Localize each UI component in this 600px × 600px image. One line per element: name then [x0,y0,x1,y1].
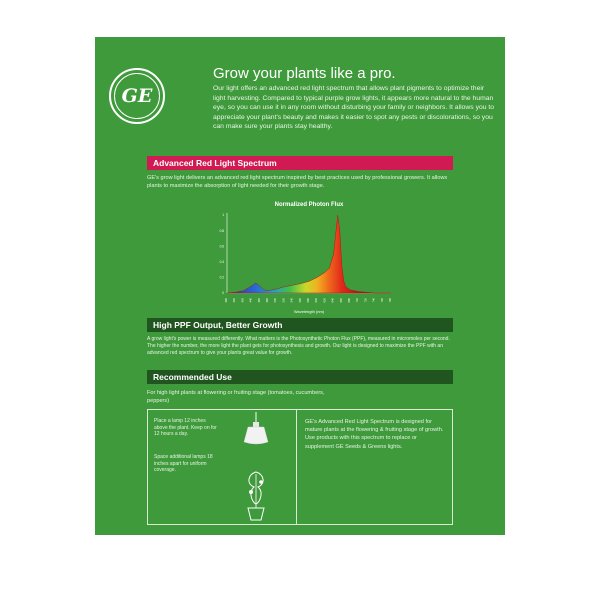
ge-logo [109,68,165,124]
usage-illustration-box [147,409,297,525]
x-tick-label: 540 [290,298,294,303]
x-tick-label: 560 [298,298,302,303]
spectrum-area [227,215,391,293]
x-tick-label: 440 [249,298,253,303]
x-tick-label: 660 [339,298,343,303]
x-tick-label: 720 [364,298,368,303]
x-tick-label: 500 [274,298,278,303]
lamp-bulb-icon [244,427,268,444]
placement-text: Place a lamp 12 inches above the plant. Keep on for 12 hours a day. [154,418,217,438]
x-tick-label: 740 [372,298,376,303]
tomato-icon [259,480,263,484]
headline: Grow your plants like a pro. [213,65,396,82]
x-tick-label: 460 [257,298,261,303]
y-tick-label: 0.2 [219,275,224,280]
lamp-socket [253,422,259,427]
x-tick-label: 760 [380,298,384,303]
x-tick-label: 620 [323,298,327,303]
recommended-intro: For high light plants at flowering or fruiting stage (tomatoes, cucumbers, peppers) [147,390,325,405]
x-tick-label: 580 [307,298,310,303]
photon-flux-chart [205,197,405,327]
tomato-icon [249,490,253,494]
x-tick-label: 380 [225,298,228,303]
intro-text: Our light offers an advanced red light spectrum that allows plant pigments to optimize their light harvesting. Compared to typical purple grow lights, it appears more natural to the human eye, so you can use it in any room without disturbing your family or neighbors. It allows you to appreciate your plant's beauty and makes it easier to spot any pests or discolorations, so you can make sure your plants stay healthy. [213,85,495,130]
x-tick-label: 680 [348,298,351,303]
y-tick-label: 0.6 [219,244,224,249]
x-tick-label: 480 [266,298,269,303]
chart-title: Normalized Photon Flux [274,202,344,208]
y-tick-label: 0.4 [219,260,224,264]
package-panel [95,37,505,535]
x-tick-label: 420 [241,298,245,303]
section-advanced-red-body: GE's grow light delivers an advanced red light spectrum inspired by best practices used by professional growers. It allows plants to maximize the absorption of light needed for their growth stage. [147,175,448,190]
x-tick-label: 780 [389,298,392,303]
spacing-text: Space additional lamps 18 inches apart for uniform coverage. [154,454,213,474]
usage-info-text: GE's Advanced Red Light Spectrum is designed for mature plants at the flowering & fruiting stage of growth. Use products with this spectrum to replace or supplement GE Seeds & Greens lights. [305,419,444,450]
x-tick-label: 600 [315,298,319,303]
y-tick-label: 0.8 [219,228,224,233]
x-axis-label: Wavelength (nm) [293,309,325,314]
usage-info-box [297,409,453,525]
x-tick-label: 400 [233,298,237,303]
section-recommended-title: Recommended Use [147,370,453,384]
section-advanced-red-title: Advanced Red Light Spectrum [147,156,453,170]
ge-logo-text: GE [114,73,160,119]
lamp-plant-illustration [218,412,294,522]
y-tick-label: 1 [222,213,224,218]
plant-pot-icon [248,508,264,520]
section-ppf-body: A grow light's power is measured differently. What matters is the Photosynthetic Photon Flux (PPF), measured in micromoles per second. The higher the number, the more light the plant gets for photosynthesis and growth. Our light is designed to maximize the PPF with an advanced red spectrum to give your plants great value for growth. [147,336,450,356]
section-ppf-title: High PPF Output, Better Growth [147,318,453,332]
y-tick-label: 0 [222,291,224,296]
x-tick-label: 700 [356,298,360,303]
x-tick-label: 640 [331,298,335,303]
x-tick-label: 520 [282,298,286,303]
